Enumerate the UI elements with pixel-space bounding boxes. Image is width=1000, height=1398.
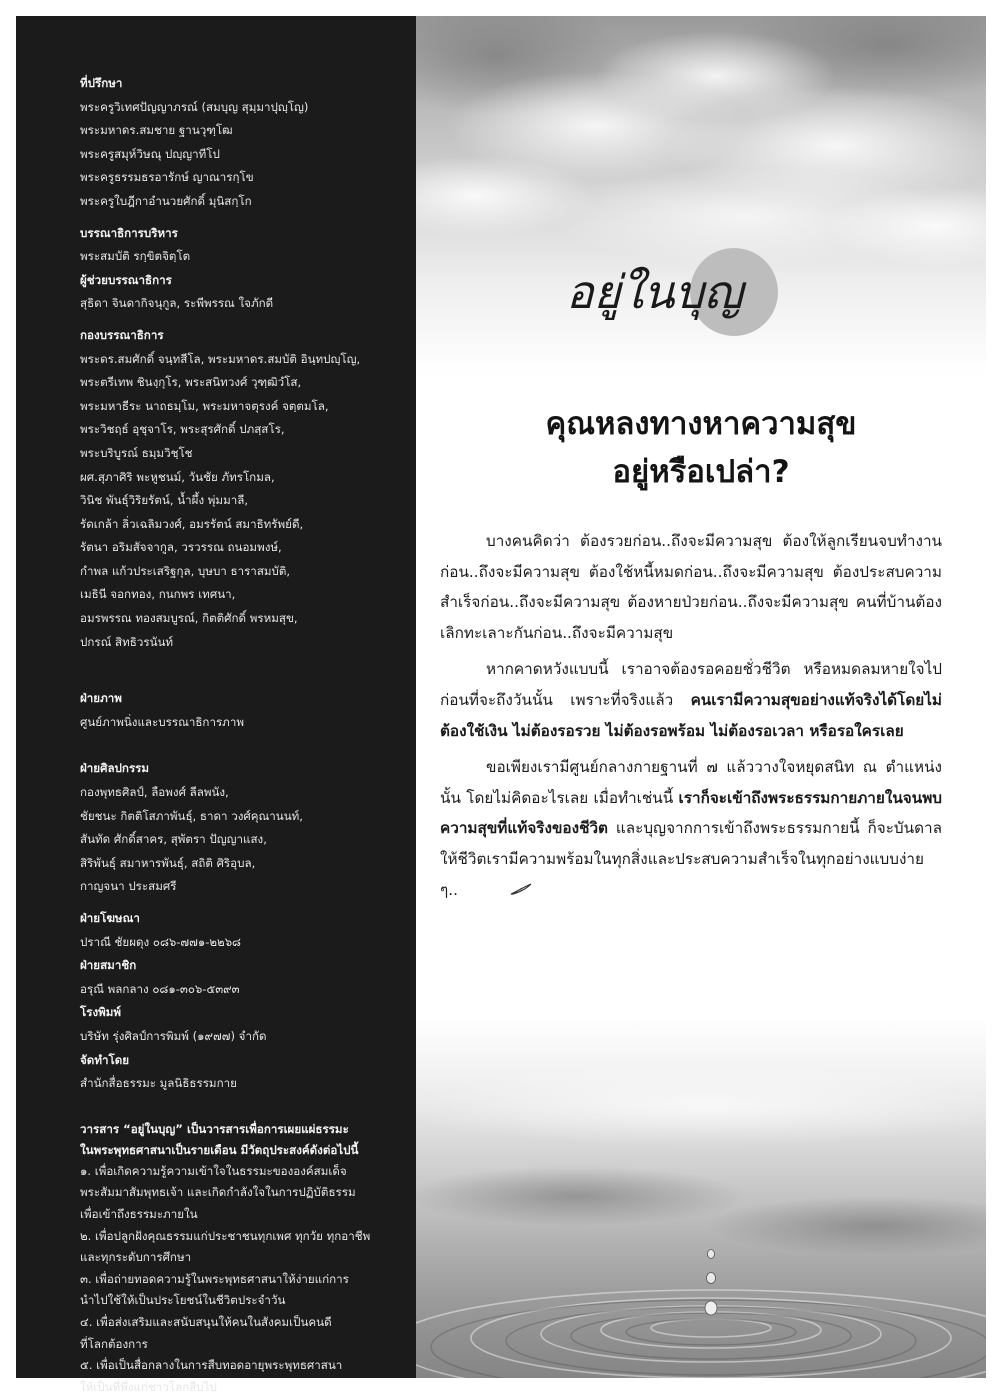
assistant-editor-title: ผู้ช่วยบรรณาธิการ (80, 272, 172, 287)
purpose-item: ๔. เพื่อส่งเสริมและสนับสนุนให้คนในสังคมเป็นคนดี (80, 1314, 332, 1329)
paragraph-3-text-b: และบุญจากการเข้าถึงพระธรรมกายนี้ ก็จะบันดาลให้ชีวิตเรามีความพร้อมในทุกสิ่งและประสบความสำเร็จในทุกอย่างแบบง่าย ๆ.. (440, 819, 942, 899)
membership-line: อรุณี พลกลาง ๐๘๑-๓๐๖-๕๓๙๓ (80, 981, 240, 996)
quill-pen-icon (464, 875, 532, 906)
article-body (440, 526, 942, 911)
paragraph-3-text-a: ขอเพียงเรามีศูนย์กลางกายฐานที่ ๗ แล้ววางใจหยุดสนิท ณ ตำแหน่งนั้น โดยไม่คิดอะไรเลย เมื่อทำเช่นนี้ (440, 758, 942, 807)
advisor-line: พระครูธรรมธรอารักษ์ ญาณารกฺโข (80, 170, 254, 185)
printer-line: บริษัท รุ่งศิลป์การพิมพ์ (๑๙๗๗) จำกัด (80, 1028, 267, 1043)
publisher-title: จัดทำโดย (80, 1052, 130, 1067)
advisor-line: พระมหาดร.สมชาย ฐานวุฑฺโฒ (80, 123, 233, 138)
paragraph-2-text: หากคาดหวังแบบนี้ เราอาจต้องรอคอยชั่วชีวิต หรือหมดลมหายใจไปก่อนที่จะถึงวันนั้น เพราะที่จริงแล้ว (440, 660, 942, 709)
editorial-board-line: กำพล แก้วประเสริฐกุล, บุษบา ธาราสมบัติ, (80, 563, 291, 578)
purpose-item: ๓. เพื่อถ่ายทอดความรู้ในพระพุทธศาสนาให้ง่ายแก่การ (80, 1271, 349, 1286)
photo-dept-line: ศูนย์ภาพนิ่งและบรรณาธิการภาพ (80, 714, 244, 729)
printer-title: โรงพิมพ์ (80, 1005, 122, 1020)
editorial-board-line: พระตรีเทพ ชินงฺกุโร, พระสนิทวงศ์ วุฑฺฒิวํโส, (80, 375, 302, 390)
publisher-line: สำนักสื่อธรรมะ มูลนิธิธรรมกาย (80, 1076, 237, 1091)
editorial-board-line: พระวิชฤธ์ อุชุจาโร, พระสุรศักดิ์ ปภสฺสโร, (80, 422, 285, 437)
assistant-editor-line: สุธิดา จินดากิจนุกูล, ระพีพรรณ ใจภักดี (80, 296, 274, 311)
editorial-board-line: ผศ.สุภาศิริ พะหูชนม์, วันชัย ภัทรโกมล, (80, 469, 275, 484)
purpose-item: นำไปใช้ให้เป็นประโยชน์ในชีวิตประจำวัน (80, 1293, 286, 1308)
article-paragraph-1: บางคนคิดว่า ต้องรวยก่อน..ถึงจะมีความสุข ต้องให้ลูกเรียนจบทำงานก่อน..ถึงจะมีความสุข ต้องใช้หนี้หมดก่อน..ถึงจะมีความสุข ต้องประสบความสำเร็จก่อน..ถึงจะมีความสุข ต้องหายป่วยก่อน..ถึงจะมีความสุข คนที่บ้านต้องเลิกทะเลาะกันก่อน..ถึงจะมีความสุข (440, 532, 942, 642)
editorial-board-line: วินิช พันธุ์วิริยรัตน์, น้ำผึ้ง พุ่มมาลี, (80, 493, 249, 508)
advisor-line: พระครูสมุห์วิษณุ ปญฺญาทีโป (80, 146, 220, 161)
editorial-board-line: พระดร.สมศักดิ์ จนฺทสีโล, พระมหาดร.สมบัติ อินฺทปญฺโญ, (80, 351, 361, 366)
purpose-item: ที่โลกต้องการ (80, 1336, 148, 1351)
editorial-board-line: เมธินี จอกทอง, กนกพร เทศนา, (80, 587, 236, 602)
advertising-line: ปราณี ชัยผดุง ๐๘๖-๗๗๑-๒๒๖๘ (80, 934, 241, 949)
article-paragraph-2 (440, 654, 942, 746)
executive-editor-title: บรรณาธิการบริหาร (80, 225, 178, 240)
editorial-board-line: รัดเกล้า ลิ่วเฉลิมวงศ์, อมรรัตน์ สมาธิทรัพย์ดี, (80, 516, 304, 531)
art-dept-line: กองพุทธศิลป์, ลือพงศ์ ลีลพนัง, (80, 785, 229, 800)
paragraph-3-emphasis: เราก็จะเข้าถึงพระธรรมกายภายในจนพบความสุขที่แท้จริงของชีวิต (440, 788, 942, 838)
editorial-board-line: รัตนา อริมสัจจากูล, วรวรรณ ถนอมพงษ์, (80, 540, 282, 555)
purpose-heading: วารสาร “อยู่ในบุญ” เป็นวารสารเพื่อการเผยแผ่ธรรมะ (80, 1121, 349, 1136)
paragraph-2-emphasis: คนเรามีความสุขอย่างแท้จริงได้โดยไม่ต้องใช้เงิน ไม่ต้องรอรวย ไม่ต้องรอพร้อม ไม่ต้องรอเวลา หรือรอใครเลย (440, 690, 942, 740)
magazine-logo-text: อยู่ในบุญ (566, 265, 743, 319)
credits-sidebar (16, 16, 416, 1394)
art-dept-line: สันทัด ศักดิ์สาคร, สุพัตรา ปัญญาแสง, (80, 832, 267, 847)
advertising-title: ฝ่ายโฆษณา (80, 911, 140, 925)
executive-editor-line: พระสมบัติ รกฺขิตจิตฺโต (80, 249, 191, 264)
art-dept-line: ชัยชนะ กิตติโสภาพันธุ์, ธาดา วงศ์คุณานนท์, (80, 808, 303, 823)
editorial-board-line: พระบริบูรณ์ ธมฺมวิชฺโช (80, 445, 193, 460)
advisor-line: พระครูวิเทศปัญญาภรณ์ (สมบุญ สุมฺมาปุญฺโญ) (80, 99, 309, 114)
article-headline-line2: อยู่หรือเปล่า? (612, 454, 790, 490)
advisors-title: ที่ปรึกษา (80, 76, 123, 90)
editorial-board-line: อมรพรรณ ทองสมบูรณ์, กิตติศักดิ์ พรหมสุข, (80, 611, 298, 626)
article-headline-line1: คุณหลงทางหาความสุข (545, 406, 857, 442)
photo-dept-title: ฝ่ายภาพ (80, 691, 122, 706)
purpose-item: ๒. เพื่อปลูกฝังคุณธรรมแก่ประชาชนทุกเพศ ทุกวัย ทุกอาชีพ (80, 1228, 371, 1243)
purpose-item: ให้เป็นที่พึ่งแก่ชาวโลกสืบไป (80, 1379, 217, 1394)
article-panel (416, 16, 986, 1378)
advisor-line: พระครูใบฎีกาอำนวยศักดิ์ มุนิสกฺโก (80, 193, 252, 208)
editorial-board-title: กองบรรณาธิการ (80, 327, 164, 342)
purpose-item: และทุกระดับการศึกษา (80, 1250, 192, 1265)
art-dept-line: สิริพันธุ์ สมาหารพันธุ์, สถิติ ศิริอุบล, (80, 855, 256, 870)
purpose-item: พระสัมมาสัมพุทธเจ้า และเกิดกำลังใจในการปฏิบัติธรรม (80, 1185, 356, 1200)
art-dept-line: กาญจนา ประสมศรี (80, 879, 177, 894)
purpose-heading: ในพระพุทธศาสนาเป็นรายเดือน มีวัตถุประสงค์ดังต่อไปนี้ (80, 1142, 359, 1157)
article-paragraph-3 (440, 752, 942, 905)
membership-title: ฝ่ายสมาชิก (80, 958, 137, 973)
purpose-item: เพื่อเข้าถึงธรรมะภายใน (80, 1206, 198, 1221)
editorial-board-line: ปกรณ์ สิทธิวรนันท์ (80, 634, 174, 649)
art-dept-title: ฝ่ายศิลปกรรม (80, 761, 150, 776)
purpose-item: ๕. เพื่อเป็นสื่อกลางในการสืบทอดอายุพระพุทธศาสนา (80, 1358, 343, 1373)
editorial-board-line: พระมหาธีระ นาถธมฺโม, พระมหาจตุรงค์ จตฺตมโล, (80, 398, 329, 413)
purpose-item: ๑. เพื่อเกิดความรู้ความเข้าใจในธรรมะขององค์สมเด็จ (80, 1163, 347, 1178)
magazine-logo (564, 242, 804, 342)
